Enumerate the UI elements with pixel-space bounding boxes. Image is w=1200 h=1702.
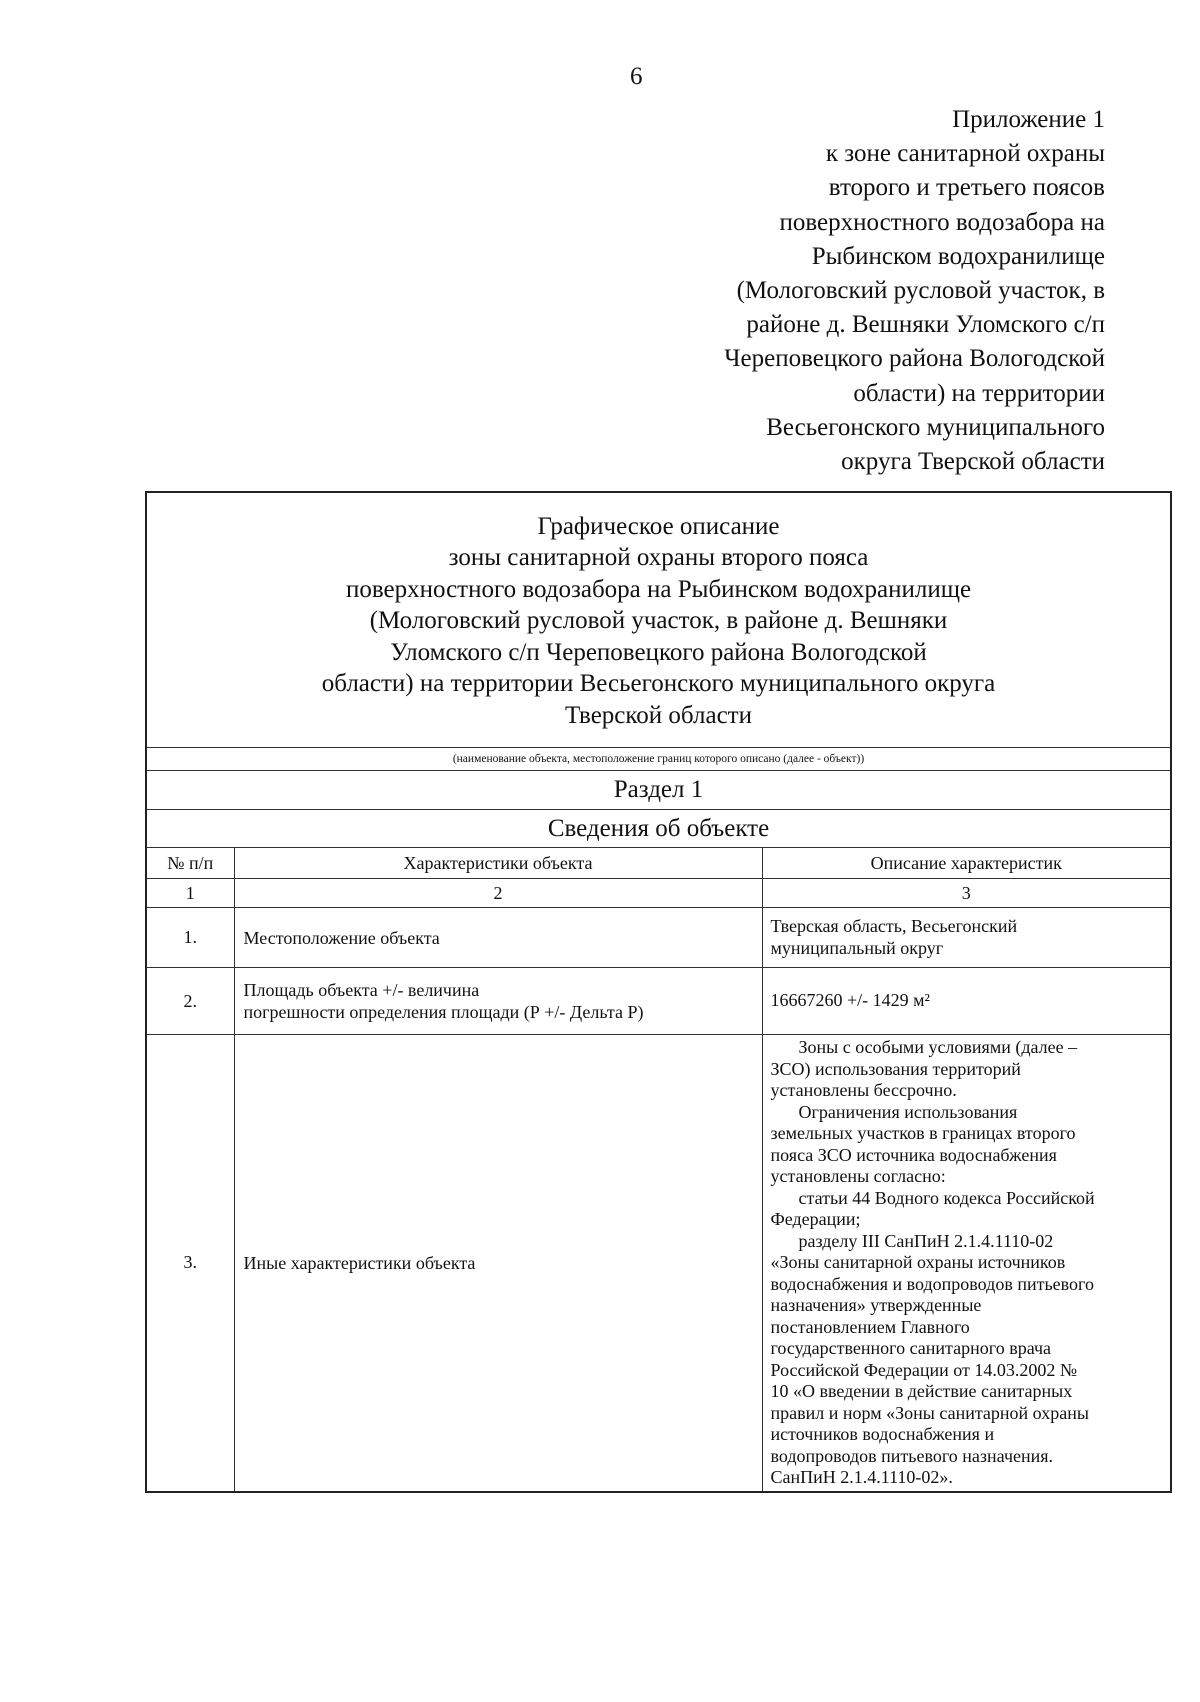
row-characteristic (234, 908, 762, 968)
appendix-line: Весьегонского муниципального (766, 413, 1105, 441)
title-line: Тверской области (565, 701, 752, 729)
appendix-line: второго и третьего поясов (828, 174, 1105, 202)
description-line: земельных участков в границах второго (770, 1123, 1076, 1143)
row-number: 1. (146, 908, 234, 968)
description-line: Зоны с особыми условиями (далее – (798, 1037, 1078, 1057)
description-line: государственного санитарного врача (770, 1338, 1052, 1358)
column-number: 1 (146, 879, 234, 908)
description-line: водопроводов питьевого назначения. (770, 1445, 1054, 1466)
appendix-line: Рыбинском водохранилище (811, 242, 1105, 270)
row-characteristic (234, 1035, 762, 1492)
description-line: муниципальный округ (770, 937, 944, 958)
appendix-line: к зоне санитарной охраны (825, 140, 1105, 168)
description-line: 16667260 +/- 1429 м² (770, 990, 930, 1011)
title-line: Уломского с/п Череповецкого района Вологодской (390, 638, 927, 666)
row-description (762, 968, 1171, 1035)
appendix-line: (Мологовский русловой участок, в (736, 277, 1105, 305)
description-line: ЗСО) использования территорий (770, 1058, 1021, 1079)
characteristic-line: Площадь объекта +/- величина (243, 980, 480, 1000)
appendix-line: области) на территории (853, 379, 1105, 407)
description-line: Тверская область, Весьегонский (770, 916, 1018, 936)
object-info-table (145, 491, 1172, 1493)
title-line: Графическое описание (537, 512, 780, 540)
table-row (146, 1035, 1171, 1492)
description-line: Федерации; (770, 1209, 861, 1229)
title-line: (Мологовский русловой участок, в районе д. Вешняки (369, 607, 948, 635)
description-line: источников водоснабжения и (770, 1424, 995, 1444)
row-number: 3. (146, 1035, 234, 1492)
row-description (762, 908, 1171, 968)
section-title: Раздел 1 (146, 771, 1171, 810)
description-line: разделу III СанПиН 2.1.4.1110-02 (798, 1230, 1054, 1251)
column-number-row (146, 879, 1171, 908)
description-line: пояса ЗСО источника водоснабжения (770, 1144, 1057, 1165)
appendix-line: Череповецкого района Вологодской (724, 345, 1105, 373)
description-line: назначения» утвержденные (770, 1295, 982, 1315)
column-number: 2 (234, 879, 762, 908)
column-header-description: Описание характеристик (762, 848, 1171, 879)
table-row (146, 908, 1171, 968)
appendix-line: районе д. Вешняки Уломского с/п (746, 311, 1105, 339)
description-line: 10 «О введении в действие санитарных (770, 1381, 1073, 1401)
column-header-number: № п/п (146, 848, 234, 879)
description-line: Ограничения использования (798, 1101, 1018, 1122)
description-line: «Зоны санитарной охраны источников (770, 1252, 1066, 1272)
characteristic-line: Местоположение объекта (243, 927, 440, 948)
title-line: зоны санитарной охраны второго пояса (448, 544, 869, 572)
title-line: области) на территории Весьегонского муниципального округа (321, 670, 996, 698)
column-header-characteristic: Характеристики объекта (234, 848, 762, 879)
appendix-line: Приложение 1 (952, 106, 1105, 133)
row-number: 2. (146, 968, 234, 1035)
title-line: поверхностного водозабора на Рыбинском водохранилище (345, 575, 972, 603)
row-characteristic (234, 968, 762, 1035)
info-heading: Сведения об объекте (146, 810, 1171, 848)
table-header-row (146, 848, 1171, 879)
characteristic-line: погрешности определения площади (Р +/- Дельта Р) (243, 1002, 644, 1022)
description-line: статьи 44 Водного кодекса Российской (798, 1187, 1095, 1208)
object-caption: (наименование объекта, местоположение границ которого описано (далее - объект)) (146, 748, 1171, 771)
document-title (146, 492, 1171, 748)
appendix-header (545, 103, 1105, 479)
page-number: 6 (630, 63, 643, 90)
appendix-line: поверхностного водозабора на (779, 208, 1105, 236)
characteristic-line: Иные характеристики объекта (243, 1252, 476, 1273)
description-line: Российской Федерации от 14.03.2002 № (770, 1359, 1078, 1380)
table-row (146, 968, 1171, 1035)
description-line: правил и норм «Зоны санитарной охраны (770, 1402, 1089, 1423)
description-line: водоснабжения и водопроводов питьевого (770, 1273, 1094, 1294)
description-line: постановлением Главного (770, 1316, 970, 1337)
appendix-line: округа Тверской области (841, 448, 1105, 476)
description-line: СанПиН 2.1.4.1110-02». (770, 1467, 953, 1487)
row-description (762, 1035, 1171, 1492)
column-number: 3 (762, 879, 1171, 908)
description-line: установлены согласно: (770, 1166, 946, 1186)
description-line: установлены бессрочно. (770, 1080, 957, 1100)
